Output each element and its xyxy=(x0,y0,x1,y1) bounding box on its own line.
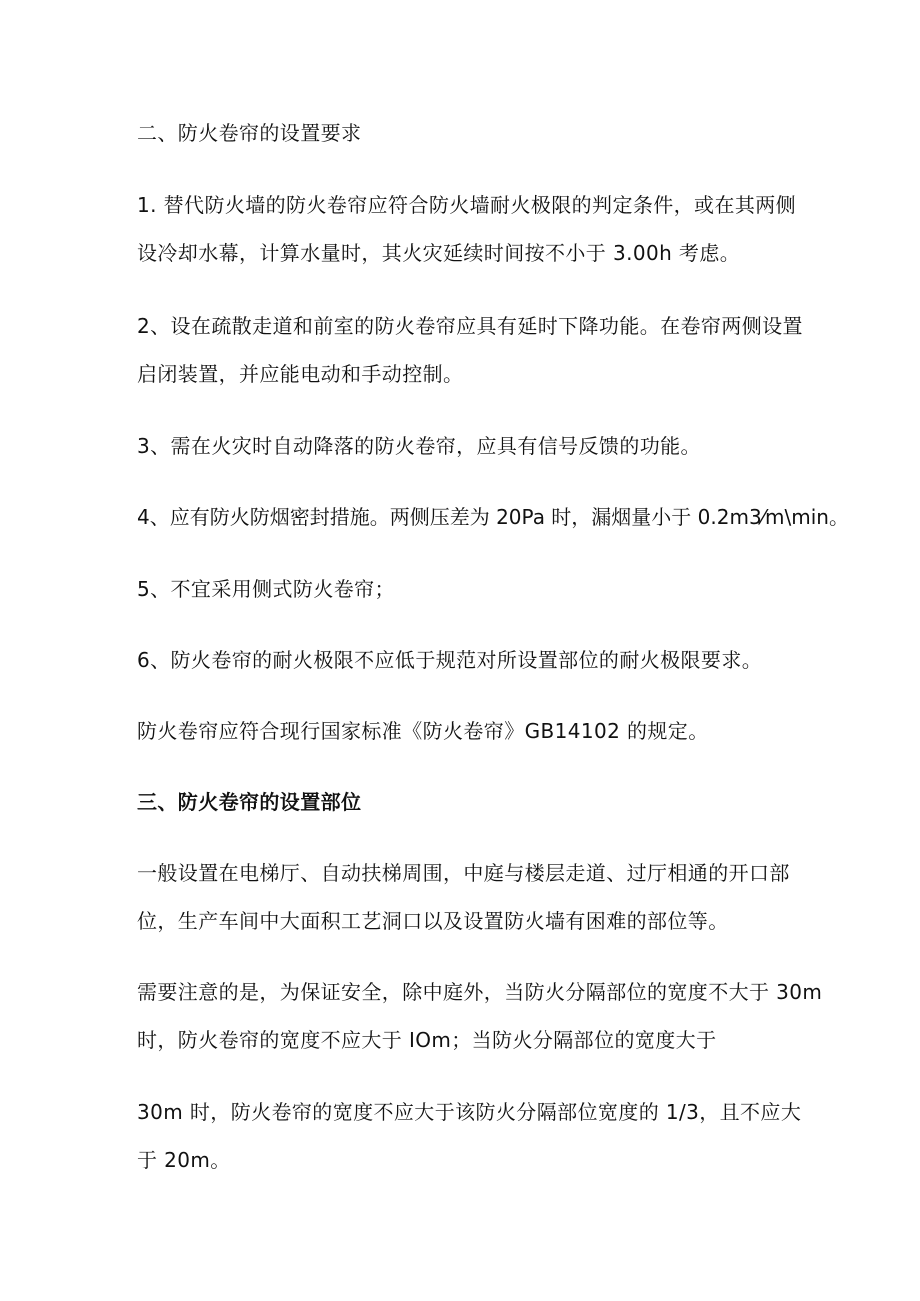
item-2-line-2: 启闭装置，并应能电动和手动控制。 xyxy=(137,362,464,386)
item-4: 4、应有防火防烟密封措施。两侧压差为 20Pa 时，漏烟量小于 0.2m3⁄m\min。 xyxy=(137,505,849,529)
item-1-line-1: 1. 替代防火墙的防火卷帘应符合防火墙耐火极限的判定条件，或在其两侧 xyxy=(137,193,797,217)
item-3: 3、需在火灾时自动降落的防火卷帘，应具有信号反馈的功能。 xyxy=(137,434,701,458)
para-3-line-1: 30m 时，防火卷帘的宽度不应大于该防火分隔部位宽度的 1/3，且不应大 xyxy=(137,1100,802,1124)
item-1-line-2: 设冷却水幕，计算水量时，其火灾延续时间按不小于 3.00h 考虑。 xyxy=(137,241,741,265)
item-6: 6、防火卷帘的耐火极限不应低于规范对所设置部位的耐火极限要求。 xyxy=(137,648,763,672)
para-3-line-2: 于 20m。 xyxy=(137,1148,231,1172)
para-2-line-1: 需要注意的是，为保证安全，除中庭外，当防火分隔部位的宽度不大于 30m xyxy=(137,980,823,1004)
item-2-line-1: 2、设在疏散走道和前室的防火卷帘应具有延时下降功能。在卷帘两侧设置 xyxy=(137,314,803,338)
para-1-line-2: 位，生产车间中大面积工艺洞口以及设置防火墙有困难的部位等。 xyxy=(137,909,729,933)
para-1-line-1: 一般设置在电梯厅、自动扶梯周围，中庭与楼层走道、过厅相通的开口部 xyxy=(137,861,790,885)
section-3-heading: 三、防火卷帘的设置部位 xyxy=(137,790,362,814)
item-5: 5、不宜采用侧式防火卷帘； xyxy=(137,577,395,601)
section-2-heading: 二、防火卷帘的设置要求 xyxy=(137,121,362,145)
para-2-line-2: 时，防火卷帘的宽度不应大于 IOm；当防火分隔部位的宽度大于 xyxy=(137,1028,717,1052)
standard-note: 防火卷帘应符合现行国家标准《防火卷帘》GB14102 的规定。 xyxy=(137,719,709,743)
